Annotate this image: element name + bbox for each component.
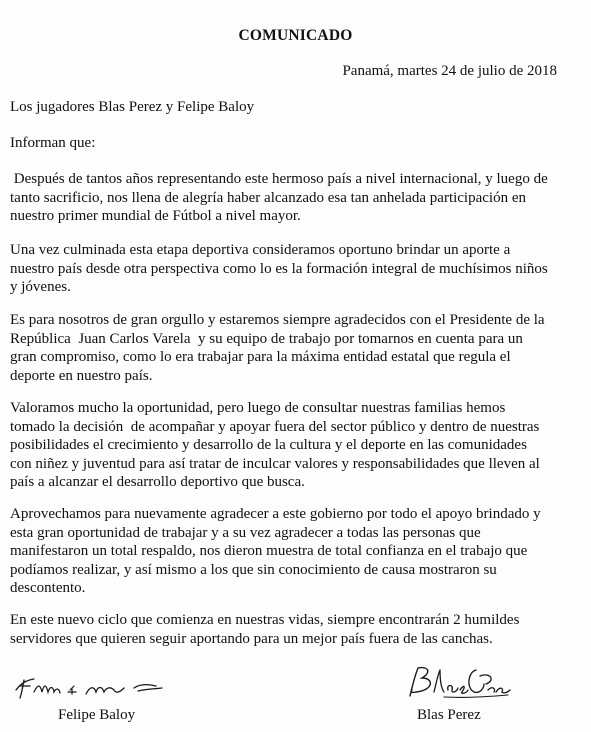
paragraph-line: Una vez culminada esta etapa deportiva consideramos oportuno brindar un aporte a bbox=[10, 242, 511, 258]
paragraph-3 bbox=[10, 311, 580, 385]
paragraph-line: manifestaron un total respaldo, nos dieron muestra de total confianza en el trabajo que bbox=[10, 543, 528, 559]
paragraph-line: gran compromiso, como lo era trabajar para la máxima entidad estatal que regula el bbox=[10, 349, 511, 365]
signature-blas-perez bbox=[404, 662, 514, 702]
paragraph-line: nuestro país desde otra perspectiva como lo es la formación integral de muchísimos niños bbox=[10, 260, 548, 277]
paragraph-4 bbox=[10, 399, 580, 492]
paragraph-line: nuestro primer mundial de Fútbol a nivel mayor. bbox=[10, 208, 301, 224]
signature-felipe-baloy bbox=[12, 672, 172, 702]
paragraph-line: posibilidades el crecimiento y desarrollo de la cultura y el deporte en las comunidades bbox=[10, 437, 527, 453]
paragraph-line: Es para nosotros de gran orgullo y estaremos siempre agradecidos con el Presidente de la bbox=[10, 312, 545, 328]
intro-line: Informan que: bbox=[10, 135, 96, 151]
signatory-name-felipe-baloy: Felipe Baloy bbox=[58, 707, 136, 723]
addressee: Los jugadores Blas Perez y Felipe Baloy bbox=[10, 99, 255, 115]
paragraph-1 bbox=[10, 170, 580, 226]
paragraph-line: y jóvenes. bbox=[10, 279, 71, 295]
paragraph-line: Después de tantos años representando este hermoso país a nivel internacional, y luego de bbox=[10, 171, 548, 187]
paragraph-line: descontento. bbox=[10, 580, 86, 596]
paragraph-5 bbox=[10, 505, 580, 598]
paragraph-line: tomado la decisión de acompañar y apoyar fuera del sector público y dentro de nuestras bbox=[10, 418, 540, 435]
paragraph-line: tanto sacrificio, nos llena de alegría haber alcanzado esa tan anhelada participación en bbox=[10, 189, 526, 206]
paragraph-line: esta gran oportunidad de trabajar y a su vez agradecer a todas las personas que bbox=[10, 524, 481, 541]
paragraph-line: En este nuevo ciclo que comienza en nuestras vidas, siempre encontrarán 2 humildes bbox=[10, 612, 520, 628]
paragraph-line: servidores que quieren seguir aportando para un mejor país fuera de las canchas. bbox=[10, 630, 493, 647]
paragraph-line: podíamos realizar, y así mismo a los que sin conocimiento de causa mostraron su bbox=[10, 561, 497, 578]
signatory-name-blas-perez: Blas Perez bbox=[417, 707, 481, 723]
paragraph-2 bbox=[10, 241, 580, 297]
paragraph-6 bbox=[10, 611, 580, 648]
paragraph-line: Valoramos mucho la oportunidad, pero luego de consultar nuestras familias hemos bbox=[10, 400, 506, 416]
paragraph-line: Aprovechamos para nuevamente agradecer a este gobierno por todo el apoyo brindado y bbox=[10, 506, 541, 522]
document-date: Panamá, martes 24 de julio de 2018 bbox=[342, 63, 557, 79]
paragraph-line: República Juan Carlos Varela y su equipo de trabajo por tomarnos en cuenta para un bbox=[10, 330, 523, 347]
paragraph-line: país a alcanzar el desarrollo deportivo que busca. bbox=[10, 474, 305, 490]
paragraph-line: deporte en nuestro país. bbox=[10, 367, 153, 384]
document-title: COMUNICADO bbox=[238, 27, 353, 44]
paragraph-line: con niñez y juventud para así tratar de inculcar valores y responsabilidades que lleven al bbox=[10, 455, 540, 472]
